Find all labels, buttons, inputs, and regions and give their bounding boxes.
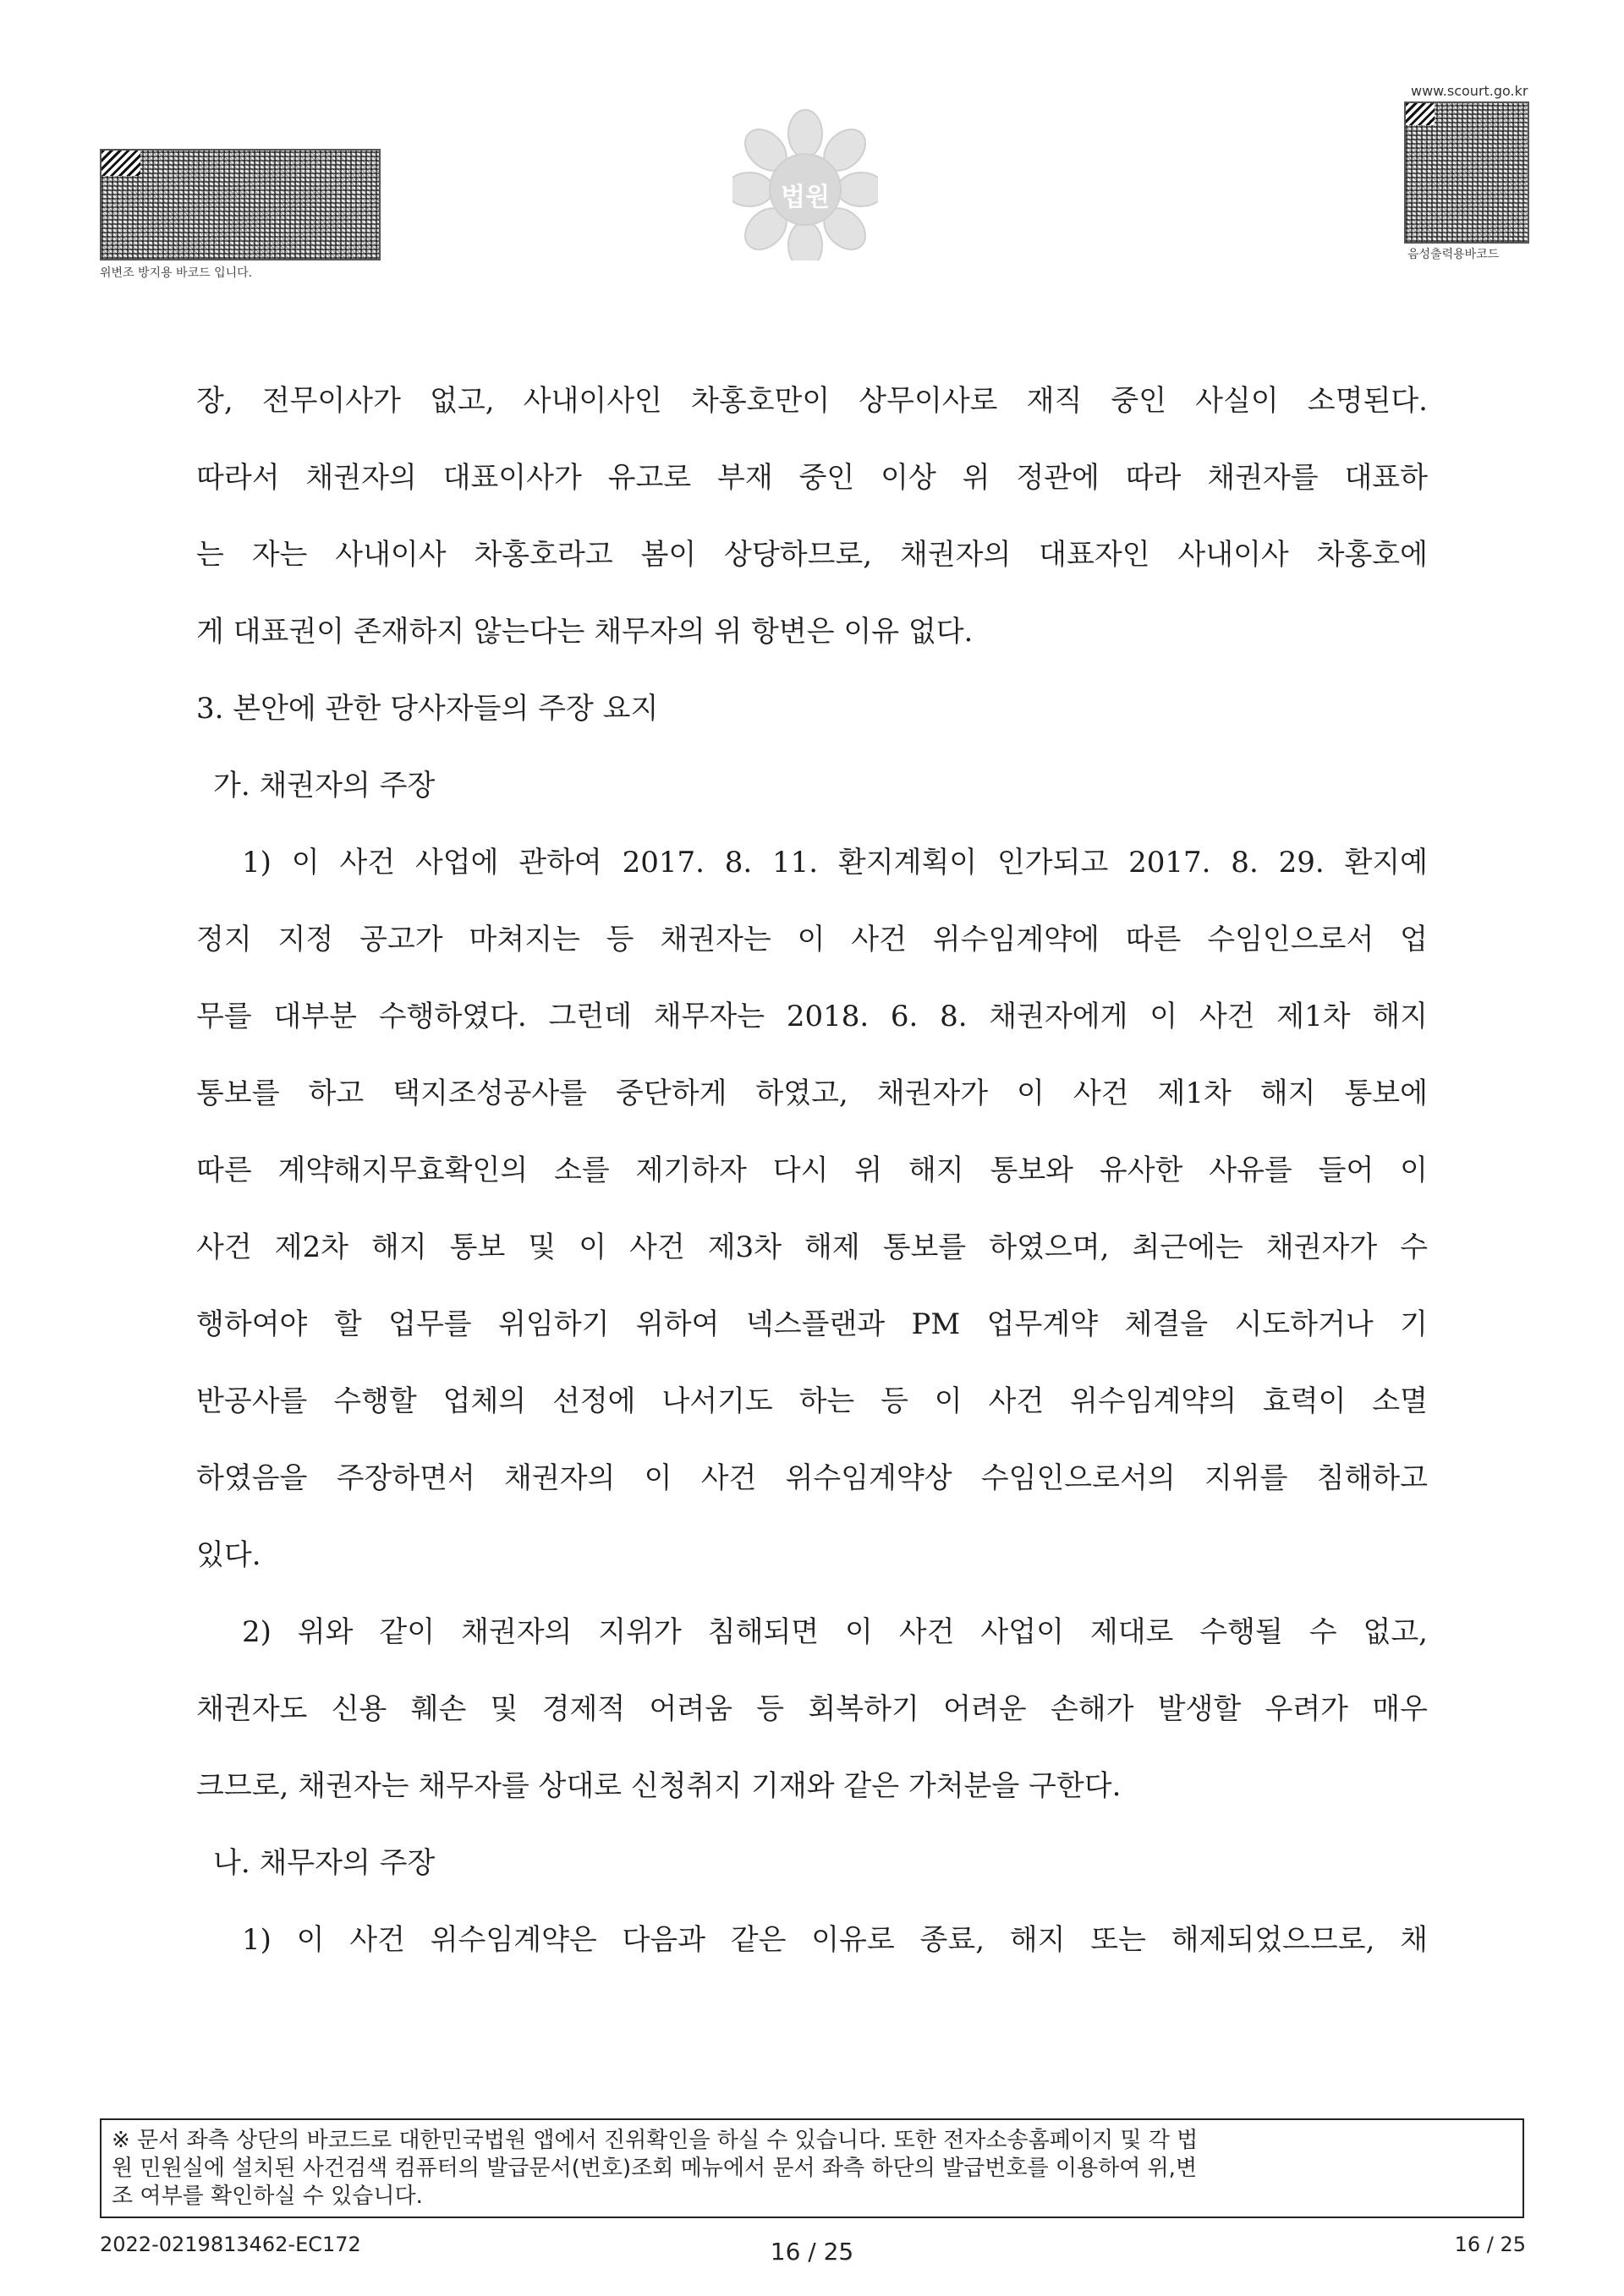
body-line: 하였음을 주장하면서 채권자의 이 사건 위수임계약상 수임인으로서의 지위를 침해하고 (196, 1461, 1428, 1495)
section-heading: 3. 본안에 관한 당사자들의 주장 요지 (196, 692, 659, 726)
body-line: 2) 위와 같이 채권자의 지위가 침해되면 이 사건 사업이 제대로 수행될 수 없고, (242, 1615, 1428, 1649)
body-line: 따른 계약해지무효확인의 소를 제기하자 다시 위 해지 통보와 유사한 사유를 들어 이 (196, 1153, 1428, 1187)
issue-number: 2022-0219813462-EC172 (100, 2233, 361, 2256)
body-line: 는 자는 사내이사 차홍호라고 봄이 상당하므로, 채권자의 대표자인 사내이사 차홍호에 (196, 538, 1428, 572)
body-line: 장, 전무이사가 없고, 사내이사인 차홍호만이 상무이사로 재직 중인 사실이 소명된다. (196, 384, 1428, 418)
body-line: 있다. (196, 1538, 261, 1572)
body-line: 행하여야 할 업무를 위임하기 위하여 넥스플랜과 PM 업무계약 체결을 시도하거나 기 (196, 1307, 1428, 1341)
body-line: 1) 이 사건 사업에 관하여 2017. 8. 11. 환지계획이 인가되고 2017. 8. 29. 환지예 (242, 846, 1428, 879)
barcode-corner-marker (102, 151, 140, 176)
body-line: 무를 대부분 수행하였다. 그런데 채무자는 2018. 6. 8. 채권자에게 이 사건 제1차 해지 (196, 1000, 1428, 1033)
body-line: 통보를 하고 택지조성공사를 중단하게 하였고, 채권자가 이 사건 제1차 해지 통보에 (196, 1077, 1428, 1110)
voice-output-barcode (1404, 101, 1529, 244)
page-number-center: 16 / 25 (770, 2238, 854, 2266)
left-barcode-caption: 위변조 방지용 바코드 입니다. (100, 266, 253, 280)
subsection-heading: 나. 채무자의 주장 (213, 1846, 436, 1880)
emblem-text: 법원 (781, 183, 830, 212)
body-line: 따라서 채권자의 대표이사가 유고로 부재 중인 이상 위 정관에 따라 채권자를 대표하 (196, 461, 1428, 495)
notice-line: 조 여부를 확인하실 수 있습니다. (112, 2184, 423, 2209)
notice-line: ※ 문서 좌측 상단의 바코드로 대한민국법원 앱에서 진위확인을 하실 수 있습니다. 또한 전자소송홈페이지 및 각 법 (112, 2128, 1199, 2153)
body-line: 크므로, 채권자는 채무자를 상대로 신청취지 기재와 같은 가처분을 구한다. (196, 1769, 1122, 1803)
forgery-prevention-barcode (100, 149, 381, 260)
page-number-right: 16 / 25 (1454, 2233, 1526, 2256)
court-emblem-icon (732, 108, 878, 260)
body-line: 채권자도 신용 훼손 및 경제적 어려움 등 회복하기 어려운 손해가 발생할 우려가 매우 (196, 1692, 1428, 1726)
right-barcode-caption: 음성출력용바코드 (1407, 248, 1500, 261)
body-line: 1) 이 사건 위수임계약은 다음과 같은 이유로 종료, 해지 또는 해제되었으므로, 채 (242, 1923, 1428, 1957)
subsection-heading: 가. 채권자의 주장 (213, 769, 436, 803)
body-line: 반공사를 수행할 업체의 선정에 나서기도 하는 등 이 사건 위수임계약의 효력이 소멸 (196, 1384, 1428, 1418)
body-line: 정지 지정 공고가 마쳐지는 등 채권자는 이 사건 위수임계약에 따른 수임인으로서 업 (196, 923, 1428, 956)
notice-line: 원 민원실에 설치된 사건검색 컴퓨터의 발급문서(번호)조회 메뉴에서 문서 좌측 하단의 발급번호를 이용하여 위,변 (112, 2156, 1198, 2181)
body-line: 게 대표권이 존재하지 않는다는 채무자의 위 항변은 이유 없다. (196, 615, 974, 649)
court-website-url: www.scourt.go.kr (1411, 83, 1528, 99)
body-line: 사건 제2차 해지 통보 및 이 사건 제3차 해제 통보를 하였으며, 최근에는 채권자가 수 (196, 1230, 1428, 1264)
verification-notice (100, 2118, 1524, 2218)
barcode-corner-marker (1406, 103, 1435, 125)
